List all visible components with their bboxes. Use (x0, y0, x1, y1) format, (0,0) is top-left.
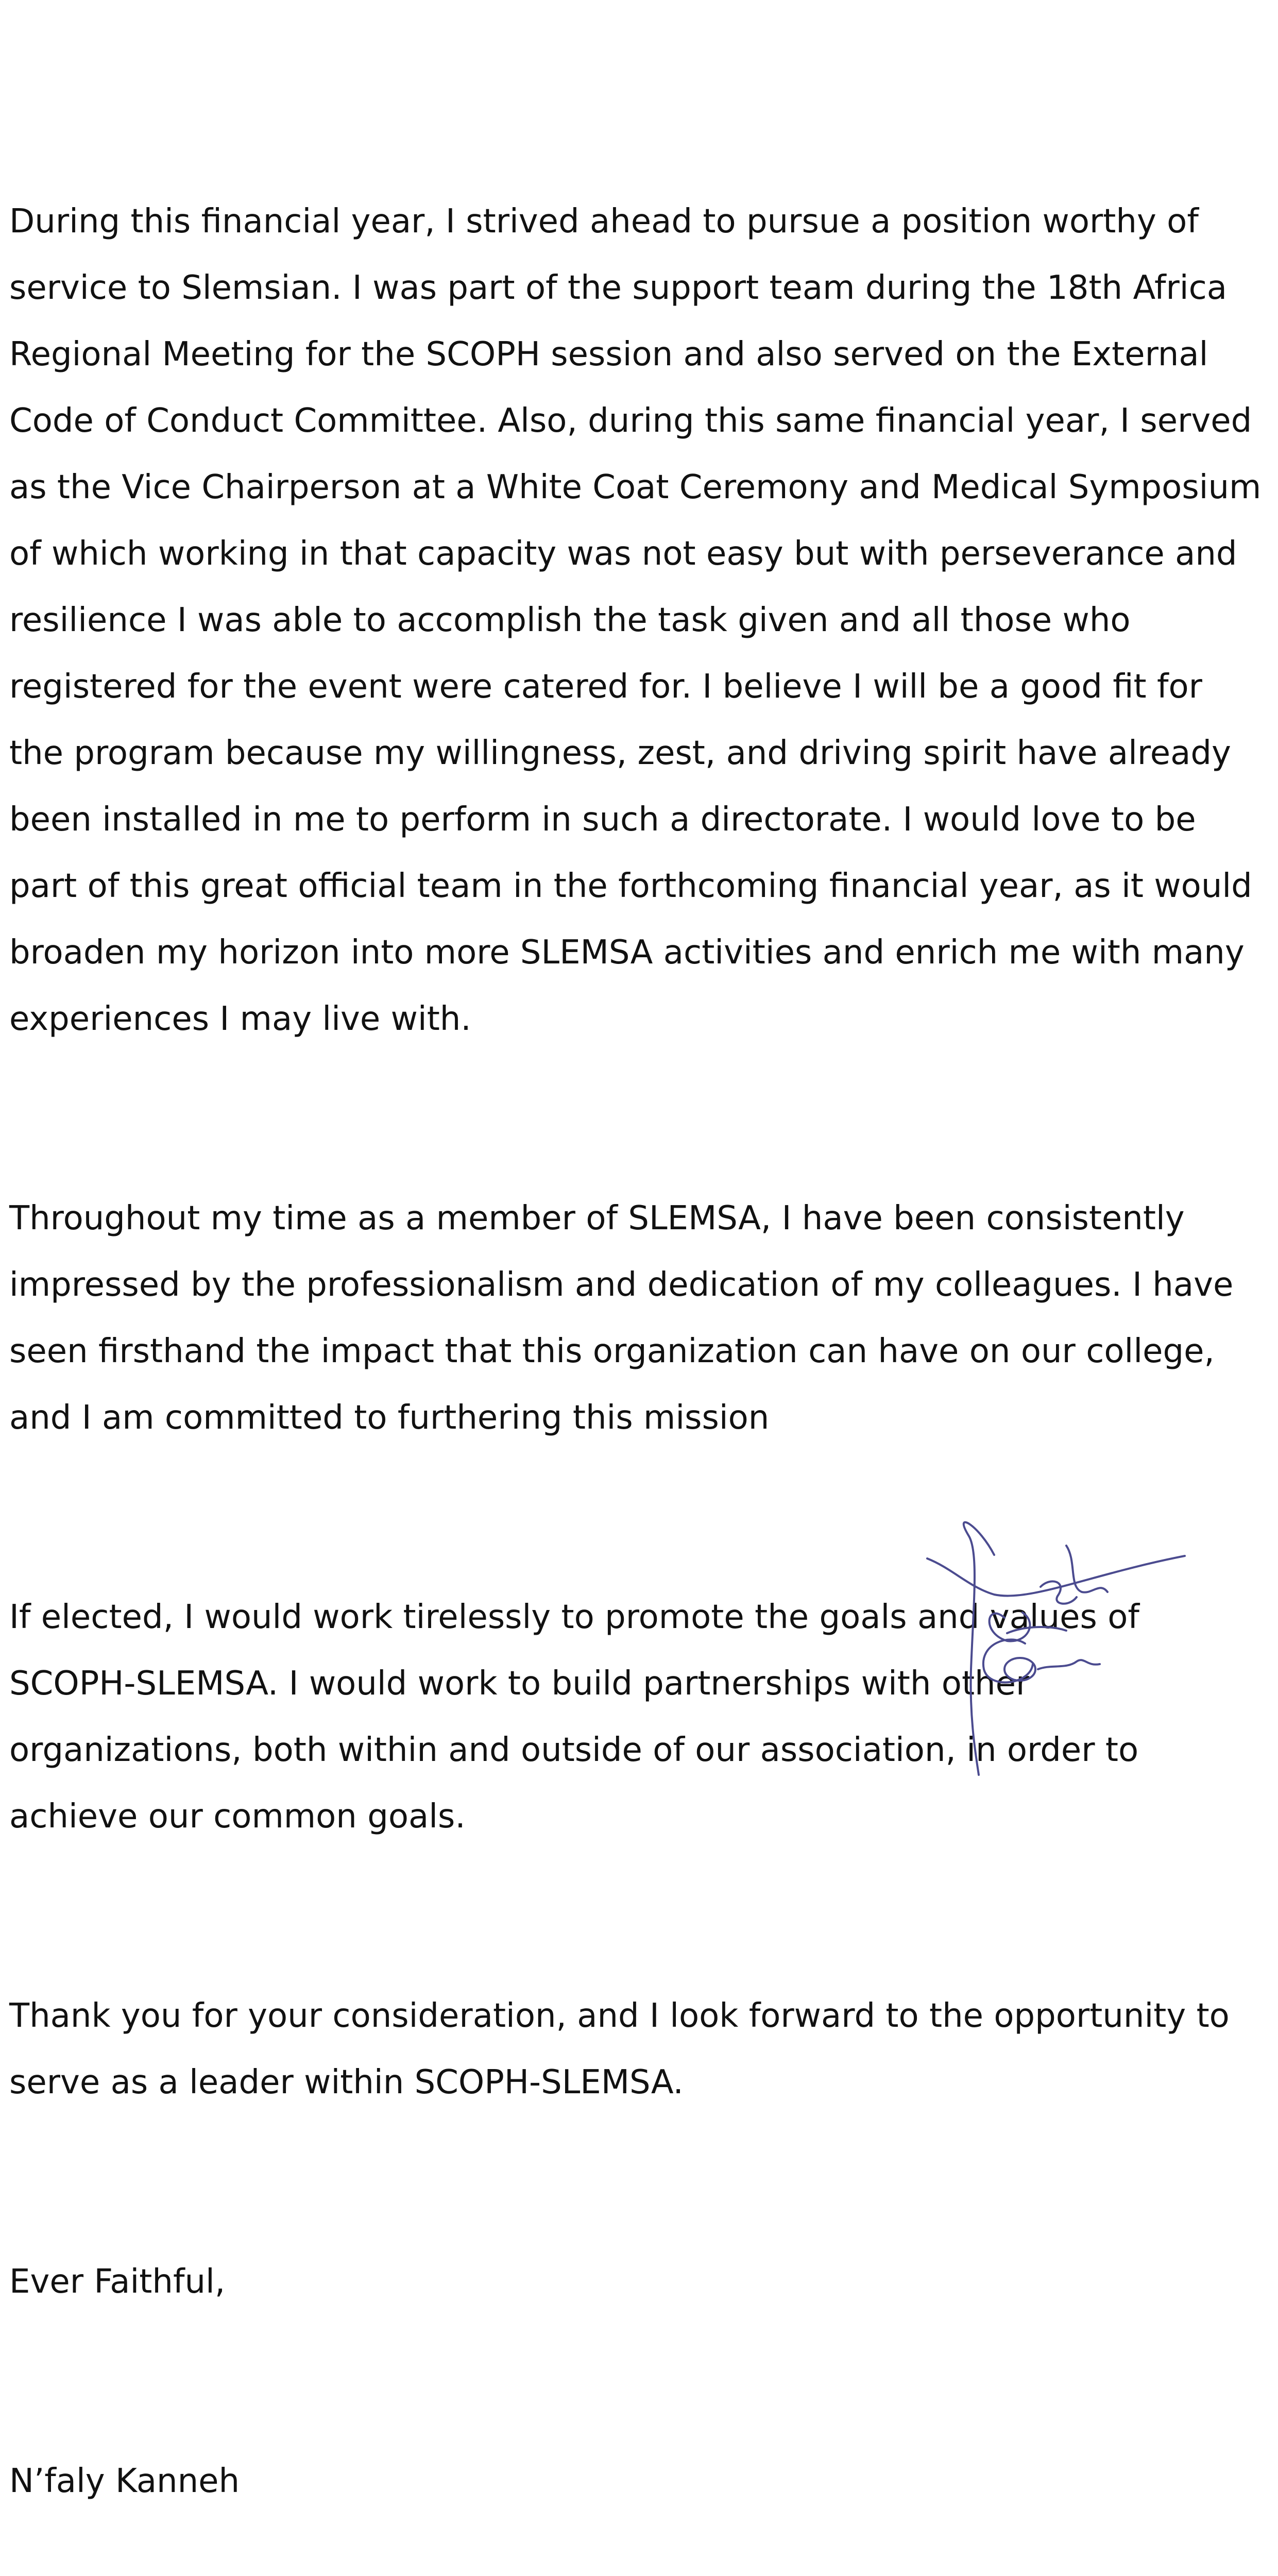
signature-icon (896, 1515, 1205, 1783)
paragraph-3: If elected, I would work tirelessly to promote the goals and values of SCOPH-SLEMSA. I would work to build partnerships with other organizations, both within and outside of our association, in order to achieve our common goals. (9, 1598, 1150, 1836)
letter-body (9, 56, 1272, 2576)
signatory-name: N’faly Kanneh (9, 2462, 240, 2500)
paragraph-2: Throughout my time as a member of SLEMSA, I have been consistently impressed by the professionalism and dedication of my colleagues. I have seen firsthand the impact that this organization can have on our college, and I am committed to furthering this mission (9, 1199, 1244, 1437)
closing-line: Ever Faithful, (9, 2263, 226, 2301)
paragraph-1: During this financial year, I strived ahead to pursue a position worthy of service to Slemsian. I was part of the support team during the 18th Africa Regional Meeting for the SCOPH session and also served on the External Code of Conduct Committee. Also, during this same financial year, I served as the Vice Chairperson at a White Coat Ceremony and Medical Symposium of which working in that capacity was not easy but with perseverance and resilience I was able to accomplish the task given and all those who registered for the event were catered for. I believe I will be a good fit for the program because my willingness, zest, and driving spirit have already been installed in me to perform in such a directorate. I would love to be part of this great official team in the forthcoming financial year, as it would broaden my horizon into more SLEMSA activities and enrich me with many experiences I may live with. (9, 202, 1272, 1038)
paragraph-4: Thank you for your consideration, and I look forward to the opportunity to serve as a leader within SCOPH-SLEMSA. (9, 1997, 1240, 2102)
